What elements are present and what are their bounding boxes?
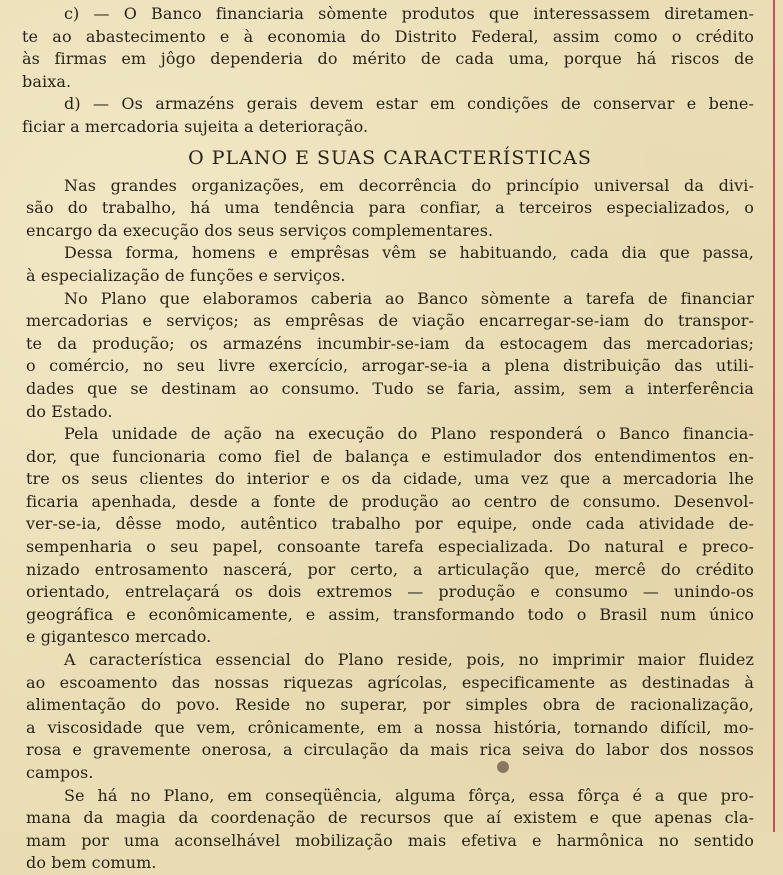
list-item-c-line-1: c) — O Banco financiaria sòmente produtos que interessassem diretamen- [64, 4, 754, 23]
list-item-c-line-2: te ao abastecimento e à economia do Distrito Federal, assim como o crédito [22, 26, 754, 46]
body-line: Nas grandes organizações, em decorrência do princípio universal da divi- [64, 175, 754, 195]
body-line: mam por uma aconselhável mobilização mais efetiva e harmônica no sentido [26, 830, 754, 850]
body-line: dades que se destinam ao consumo. Tudo se faria, assim, sem a interferência [26, 378, 754, 398]
body-line: a viscosidade que vem, crônicamente, em a nossa história, tornando difícil, mo- [26, 717, 754, 737]
body-line: o comércio, no seu livre exercício, arrogar-se-ia a plena distribuição das utili- [26, 356, 754, 376]
list-item-d-line-2: ficiar a mercadoria sujeita a deterioração. [22, 116, 369, 136]
body-line: rosa e gravemente onerosa, a circulação da mais rica seiva do labor dos nossos [26, 740, 754, 760]
ink-smudge [497, 761, 509, 773]
body-line: tre os seus clientes do interior e os da cidade, uma vez que a mercadoria lhe [26, 469, 754, 489]
body-line: ao escoamento das nossas riquezas agrícolas, especificamente as destinadas à [26, 672, 754, 692]
body-line: Se há no Plano, em conseqüência, alguma fôrça, essa fôrça é a que pro- [64, 785, 754, 805]
body-line: dor, que funcionaria como fiel de balança e estimulador dos entendimentos en- [26, 446, 754, 466]
body-line: Dessa forma, homens e emprêsas vêm se habituando, cada dia que passa, [64, 243, 754, 263]
body-line: geográfica e econômicamente, e assim, transformando todo o Brasil num único [26, 604, 754, 624]
body-line: ver-se-ia, dêsse modo, autêntico trabalho por equipe, onde cada atividade de- [26, 514, 754, 534]
body-line: campos. [26, 763, 94, 782]
list-item-c-line-4: baixa. [22, 71, 72, 91]
body-line: Pela unidade de ação na execução do Plano responderá o Banco financia- [64, 424, 754, 444]
body-line: sempenharia o seu papel, consoante tarefa especializada. Do natural e preco- [26, 537, 754, 557]
section-heading: O PLANO E SUAS CARACTERÍSTICAS [188, 146, 592, 169]
body-line: te da produção; os armazéns incumbir-se-iam da estocagem das mercadorias; [26, 333, 754, 353]
page-text [22, 3, 754, 875]
body-line: ficaria apenhada, desde a fonte de produção ao centro de consumo. Desenvol- [26, 491, 754, 511]
body-line: encargo da execução dos seus serviços complementares. [26, 220, 494, 240]
body-line: do bem comum. [26, 853, 157, 873]
body-line: são do trabalho, há uma tendência para confiar, a terceiros especializados, o [26, 198, 754, 218]
body-line: alimentação do povo. Reside no superar, por simples obra de racionalização, [26, 695, 754, 715]
body-line: No Plano que elaboramos caberia ao Banco sòmente a tarefa de financiar [64, 288, 754, 308]
body-line: do Estado. [26, 401, 113, 421]
list-item-c-line-3: às firmas em jôgo dependeria do mérito de cada uma, porque há riscos de [22, 49, 754, 69]
list-item-d-line-1: d) — Os armazéns gerais devem estar em condições de conservar e bene- [64, 94, 754, 114]
body-line: nizado entrosamento nascerá, por certo, a articulação que, mercê do crédito [26, 559, 754, 579]
margin-rule [773, 0, 775, 832]
body-line: à especialização de funções e serviços. [26, 265, 346, 285]
body-line: A característica essencial do Plano reside, pois, no imprimir maior fluidez [64, 650, 754, 670]
body-line: mana da magia da coordenação de recursos que aí existem e que apenas cla- [26, 808, 754, 828]
body-line: mercadorias e serviços; as emprêsas de viação encarregar-se-iam do transpor- [26, 311, 754, 331]
body-line: e gigantesco mercado. [26, 627, 212, 647]
body-line: orientado, entrelaçará os dois extremos — produção e consumo — unindo-os [26, 582, 754, 602]
